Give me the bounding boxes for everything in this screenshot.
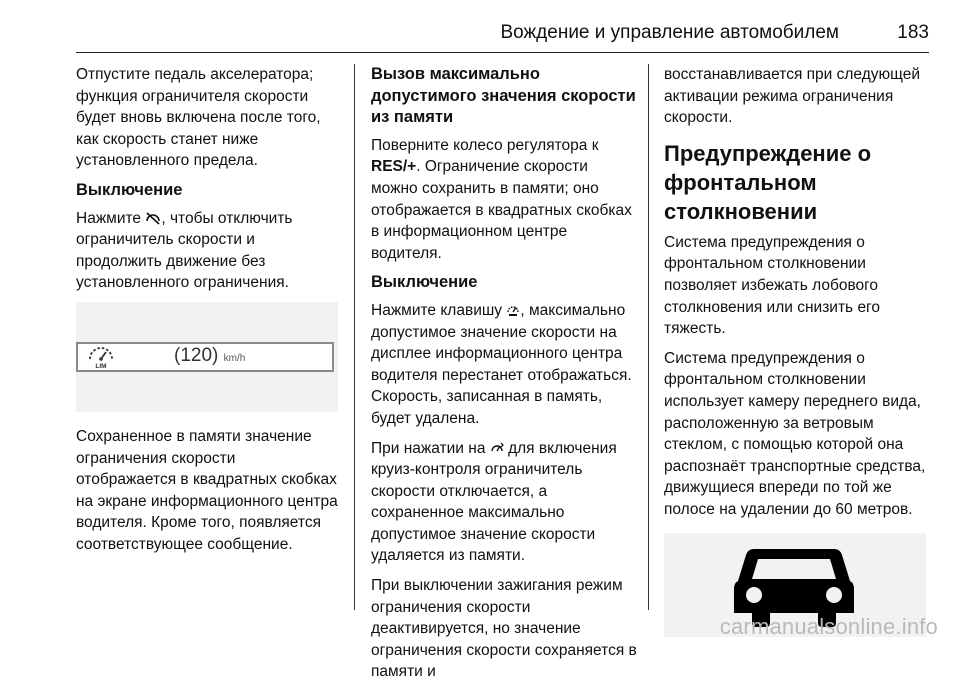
text: , чтобы отключить ограничитель скорости и продолжить движение без установленного ограничения. [76,209,293,292]
speed-number: (120) [174,344,219,366]
svg-text:LIM: LIM [95,362,107,369]
paragraph [371,438,637,568]
page-number: 183 [897,22,929,43]
watermark: carmanualsonline.info [719,614,938,639]
text: для включения круиз-контроля ограничитель скорости отключается, а сохраненное максимально допустимое значение скорости удаляется из памяти. [371,439,617,565]
paragraph: Отпустите педаль акселератора; функция ограничителя скорости будет вновь включена после того, как скорость станет ниже установленного предела. [76,66,321,170]
speed-limiter-display-figure [76,302,338,412]
section-heading-off: Выключение [371,273,478,292]
text: . Ограничение скорости можно сохранить в памяти; оно отображается в квадратных скобках в информационном центре водителя. [371,158,632,262]
cruise-control-icon [490,441,504,455]
column-2 [371,64,637,691]
speed-unit: km/h [223,352,246,364]
text: Нажмите [76,209,142,227]
section-heading-recall: Вызов максимально допустимого значения скорости из памяти [371,65,636,127]
column-divider [354,64,355,610]
speed-value [174,345,245,370]
paragraph: При выключении зажигания режим ограничения скорости деактивируется, но значение ограничения скорости сохраняется в памяти и [371,577,637,681]
column-1 [76,64,338,564]
speed-limiter-icon [86,345,116,376]
speed-limiter-button-icon [506,303,520,317]
text: При нажатии на [371,439,486,457]
page-header [0,22,929,52]
speed-limiter-off-icon [145,211,161,225]
text: Нажмите клавишу [371,301,503,319]
text: , максимально допустимое значение скорости на дисплее информационного центра водителя перестанет отображаться. Скорость, записанная в память, будет удалена. [371,301,632,427]
display-frame [76,342,334,372]
section-heading-forward-collision: Предупреждение о фронтальном столкновении [664,140,872,224]
paragraph: Система предупреждения о фронтальном столкновении использует камеру переднего вида, расположенную за ветровым стеклом, с помощью которой она распознаёт транспортные средства, движущиеся впереди по той же полосе на удалении до 60 метров. [664,349,926,518]
text: Поверните колесо регулятора к [371,136,599,154]
section-heading-off: Выключение [76,180,183,199]
column-3 [664,64,929,637]
page-title: Вождение и управление автомобилем [500,22,839,43]
column-divider [648,64,649,610]
paragraph [371,300,637,430]
paragraph [76,208,338,294]
paragraph: Сохраненное в памяти значение ограничения скорости отображается в квадратных скобках на экране информационного центра водителя. Кроме того, появляется соответствующее сообщение. [76,427,338,553]
res-plus-key: RES/+ [371,158,417,176]
paragraph: Система предупреждения о фронтальном столкновении позволяет избежать лобового столкновения или снизить его тяжесть. [664,233,880,338]
header-rule [76,52,929,53]
paragraph [371,135,637,265]
paragraph: восстанавливается при следующей активации режима ограничения скорости. [664,66,920,127]
